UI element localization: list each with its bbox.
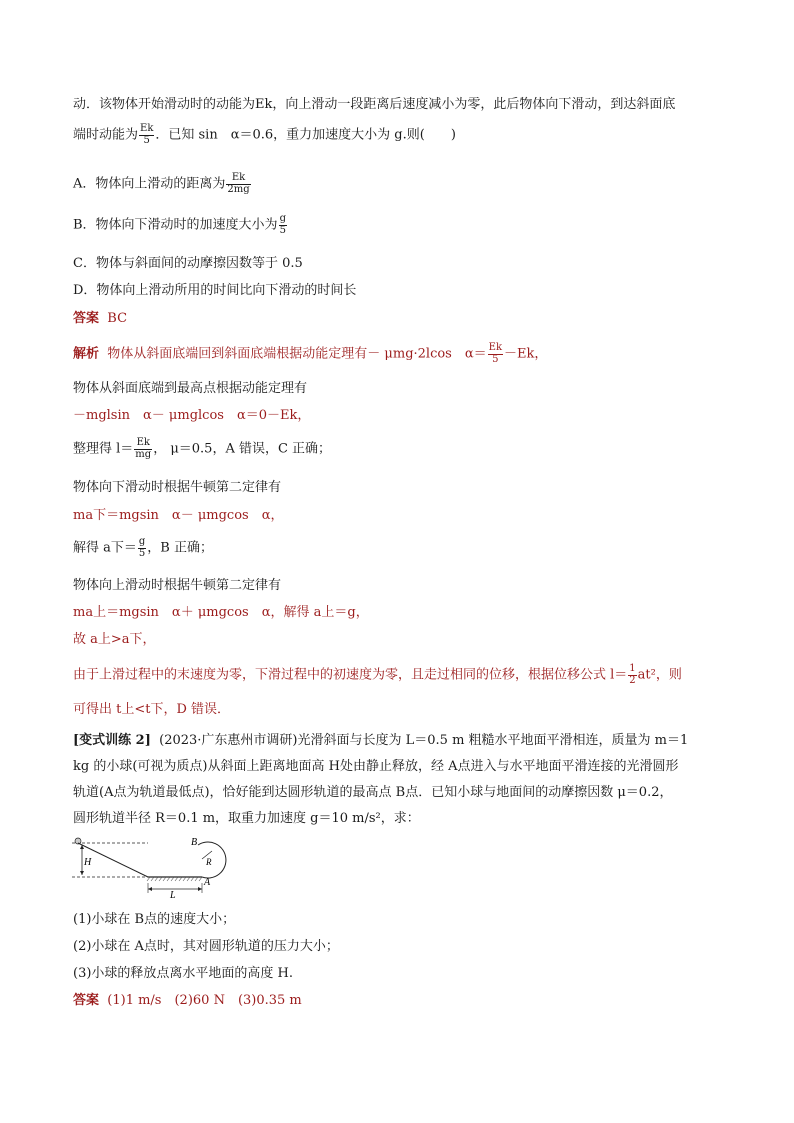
label-a: A — [204, 877, 211, 888]
loop-track — [198, 842, 226, 878]
fraction: $\frac{Ek}{2mg}$ — [227, 172, 250, 195]
solution-line8: 物体向上滑动时根据牛顿第二定律有 — [73, 578, 282, 593]
option-a: A．物体向上滑动的距离为 $\frac{Ek}{2mg}$ — [73, 172, 250, 195]
label-r: R — [206, 857, 212, 867]
problem1-line1: 动．该物体开始滑动时的动能为Ek，向上滑动一段距离后速度减小为零，此后物体向下滑动，到达斜面底 — [73, 97, 676, 112]
solution-line3: －mglsin α－ μmglcos α＝0－Ek， — [73, 408, 311, 423]
fraction: $\frac{Ek}{5}$ — [488, 342, 502, 365]
problem1-line2: 端时动能为 $\frac{Ek}{5}$ ．已知 sin α＝0.6，重力加速度大小为 g.则( ) — [73, 123, 456, 146]
option-c: C．物体与斜面间的动摩擦因数等于 0.5 — [73, 256, 303, 271]
fraction: $\frac{g}{5}$ — [138, 536, 146, 559]
problem2-label: [变式训练 2] — [73, 733, 151, 748]
fraction: $\frac{g}{5}$ — [279, 213, 286, 236]
solution-line1: 解析 物体从斜面底端回到斜面底端根据动能定理有－ μmg·2lcos α＝ $\frac{Ek}{5}$ －Ek， — [73, 342, 548, 365]
problem2-line3: 轨道(A点为轨道最低点)，恰好能到达圆形轨道的最高点 B点．已知小球与地面间的动摩擦因数 μ＝0.2， — [73, 785, 673, 800]
answer-label: 答案 — [73, 311, 100, 326]
problem2-line1: [变式训练 2] (2023·广东惠州市调研)光滑斜面与长度为 L＝0.5 m 粗糙水平地面平滑相连，质量为 m＝1 — [73, 733, 689, 748]
question-2: (2)小球在 A点时，其对圆形轨道的压力大小； — [73, 939, 339, 954]
answer2 — [73, 993, 302, 1009]
solution-line10: 故 a上>a下， — [73, 632, 156, 647]
label-b: B — [191, 837, 198, 848]
label-h: H — [84, 857, 92, 868]
solution-line7: 解得 a下＝ $\frac{g}{5}$ ，B 正确； — [73, 536, 213, 559]
solution-line5: 物体向下滑动时根据牛顿第二定律有 — [73, 480, 282, 495]
solution-line6: ma下＝mgsin α－ μmgcos α， — [73, 508, 284, 523]
answer-label: 答案 — [73, 993, 100, 1008]
fraction: $\frac{Ek}{mg}$ — [135, 437, 152, 460]
answer-value: BC — [107, 311, 128, 326]
question-3: (3)小球的释放点离水平地面的高度 H. — [73, 966, 294, 981]
problem2-line4: 圆形轨道半径 R＝0.1 m，取重力加速度 g＝10 m/s²，求： — [73, 811, 420, 826]
label-l: L — [170, 890, 176, 899]
problem2-line2: kg 的小球(可视为质点)从斜面上距离地面高 H处由静止释放，经 A点进入与水平地面平滑连接的光滑圆形 — [73, 759, 679, 774]
answer-value: (1)1 m/s (2)60 N (3)0.35 m — [107, 993, 302, 1008]
solution-line2: 物体从斜面底端到最高点根据动能定理有 — [73, 381, 308, 396]
solution-line11: 由于上滑过程中的末速度为零，下滑过程中的初速度为零，且走过相同的位移，根据位移公式 l＝ $\frac{1}{2}$ at²，则 — [73, 663, 682, 686]
incline-loop-diagram — [70, 835, 240, 899]
question-1: (1)小球在 B点的速度大小； — [73, 912, 236, 927]
fraction: $\frac{Ek}{5}$ — [140, 123, 154, 146]
solution-line12: 可得出 t上<t下，D 错误． — [73, 702, 231, 717]
solution-line9: ma上＝mgsin α＋ μmgcos α，解得 a上＝g， — [73, 605, 369, 620]
fraction: $\frac{1}{2}$ — [629, 663, 636, 686]
option-d: D．物体向上滑动所用的时间比向下滑动的时间长 — [73, 283, 357, 298]
solution-label: 解析 — [73, 346, 100, 362]
option-b: B．物体向下滑动时的加速度大小为 $\frac{g}{5}$ — [73, 213, 286, 236]
solution-line4: 整理得 l＝ $\frac{Ek}{mg}$ ， μ＝0.5，A 错误，C 正确； — [73, 437, 332, 460]
answer1 — [73, 311, 127, 327]
